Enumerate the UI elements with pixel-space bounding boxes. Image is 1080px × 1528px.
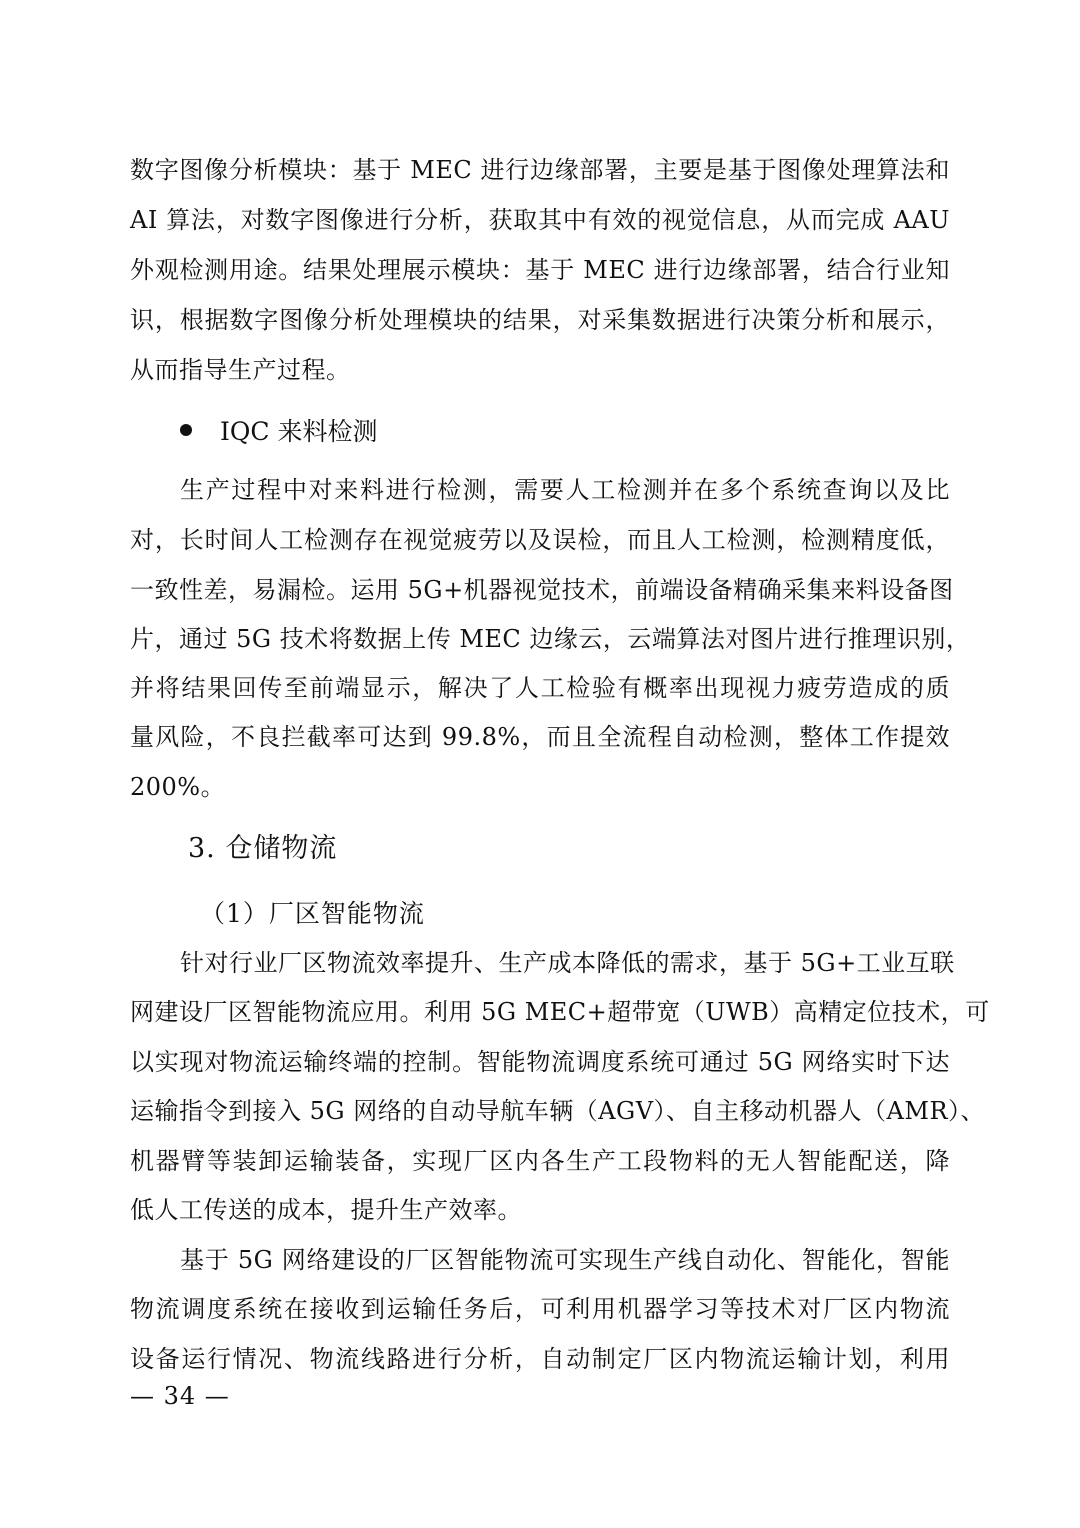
text-line: 针对行业厂区物流效率提升、生产成本降低的需求，基于 5G+工业互联 [180,949,955,977]
text-line: 设备运行情况、物流线路进行分析，自动制定厂区内物流运输计划，利用 [130,1345,950,1373]
text-line: 低人工传送的成本，提升生产效率。 [130,1196,522,1224]
text-line: 识，根据数字图像分析处理模块的结果，对采集数据进行决策分析和展示， [130,306,950,334]
text-line: 从而指导生产过程。 [130,356,351,384]
text-line: 200%。 [130,773,226,801]
text-line: 并将结果回传至前端显示，解决了人工检验有概率出现视力疲劳造成的质 [130,674,950,702]
text-line: 片，通过 5G 技术将数据上传 MEC 边缘云，云端算法对图片进行推理识别， [130,625,971,653]
text-line: 量风险，不良拦截率可达到 99.8%，而且全流程自动检测，整体工作提效 [130,723,950,751]
text-line: 以实现对物流运输终端的控制。智能物流调度系统可通过 5G 网络实时下达 [130,1048,950,1076]
text-line: 机器臂等装卸运输装备，实现厂区内各生产工段物料的无人智能配送，降 [130,1147,950,1175]
bullet-label: IQC 来料检测 [220,417,378,446]
text-line: 网建设厂区智能物流应用。利用 5G MEC+超带宽（UWB）高精定位技术，可 [130,998,990,1026]
text-line: 生产过程中对来料进行检测，需要人工检测并在多个系统查询以及比 [180,476,950,504]
subsection-heading: （1）厂区智能物流 [200,899,425,928]
text-line: 对，长时间人工检测存在视觉疲劳以及误检，而且人工检测，检测精度低， [130,526,950,554]
text-line: 外观检测用途。结果处理展示模块：基于 MEC 进行边缘部署，结合行业知 [130,256,950,284]
text-line: 基于 5G 网络建设的厂区智能物流可实现生产线自动化、智能化，智能 [180,1246,950,1274]
bullet-dot-icon [180,424,192,436]
text-line: 运输指令到接入 5G 网络的自动导航车辆（AGV）、自主移动机器人（AMR）、 [130,1097,986,1125]
bullet-iqc-heading [180,413,377,447]
text-line: 物流调度系统在接收到运输任务后，可利用机器学习等技术对厂区内物流 [130,1295,950,1323]
section-heading: 3. 仓储物流 [188,833,338,864]
text-line: 数字图像分析模块：基于 MEC 进行边缘部署，主要是基于图像处理算法和 [130,156,950,184]
page-number: — 34 — [130,1382,230,1410]
text-line: 一致性差，易漏检。运用 5G+机器视觉技术，前端设备精确采集来料设备图 [130,576,954,604]
text-line: AI 算法，对数字图像进行分析，获取其中有效的视觉信息，从而完成 AAU [130,206,950,234]
